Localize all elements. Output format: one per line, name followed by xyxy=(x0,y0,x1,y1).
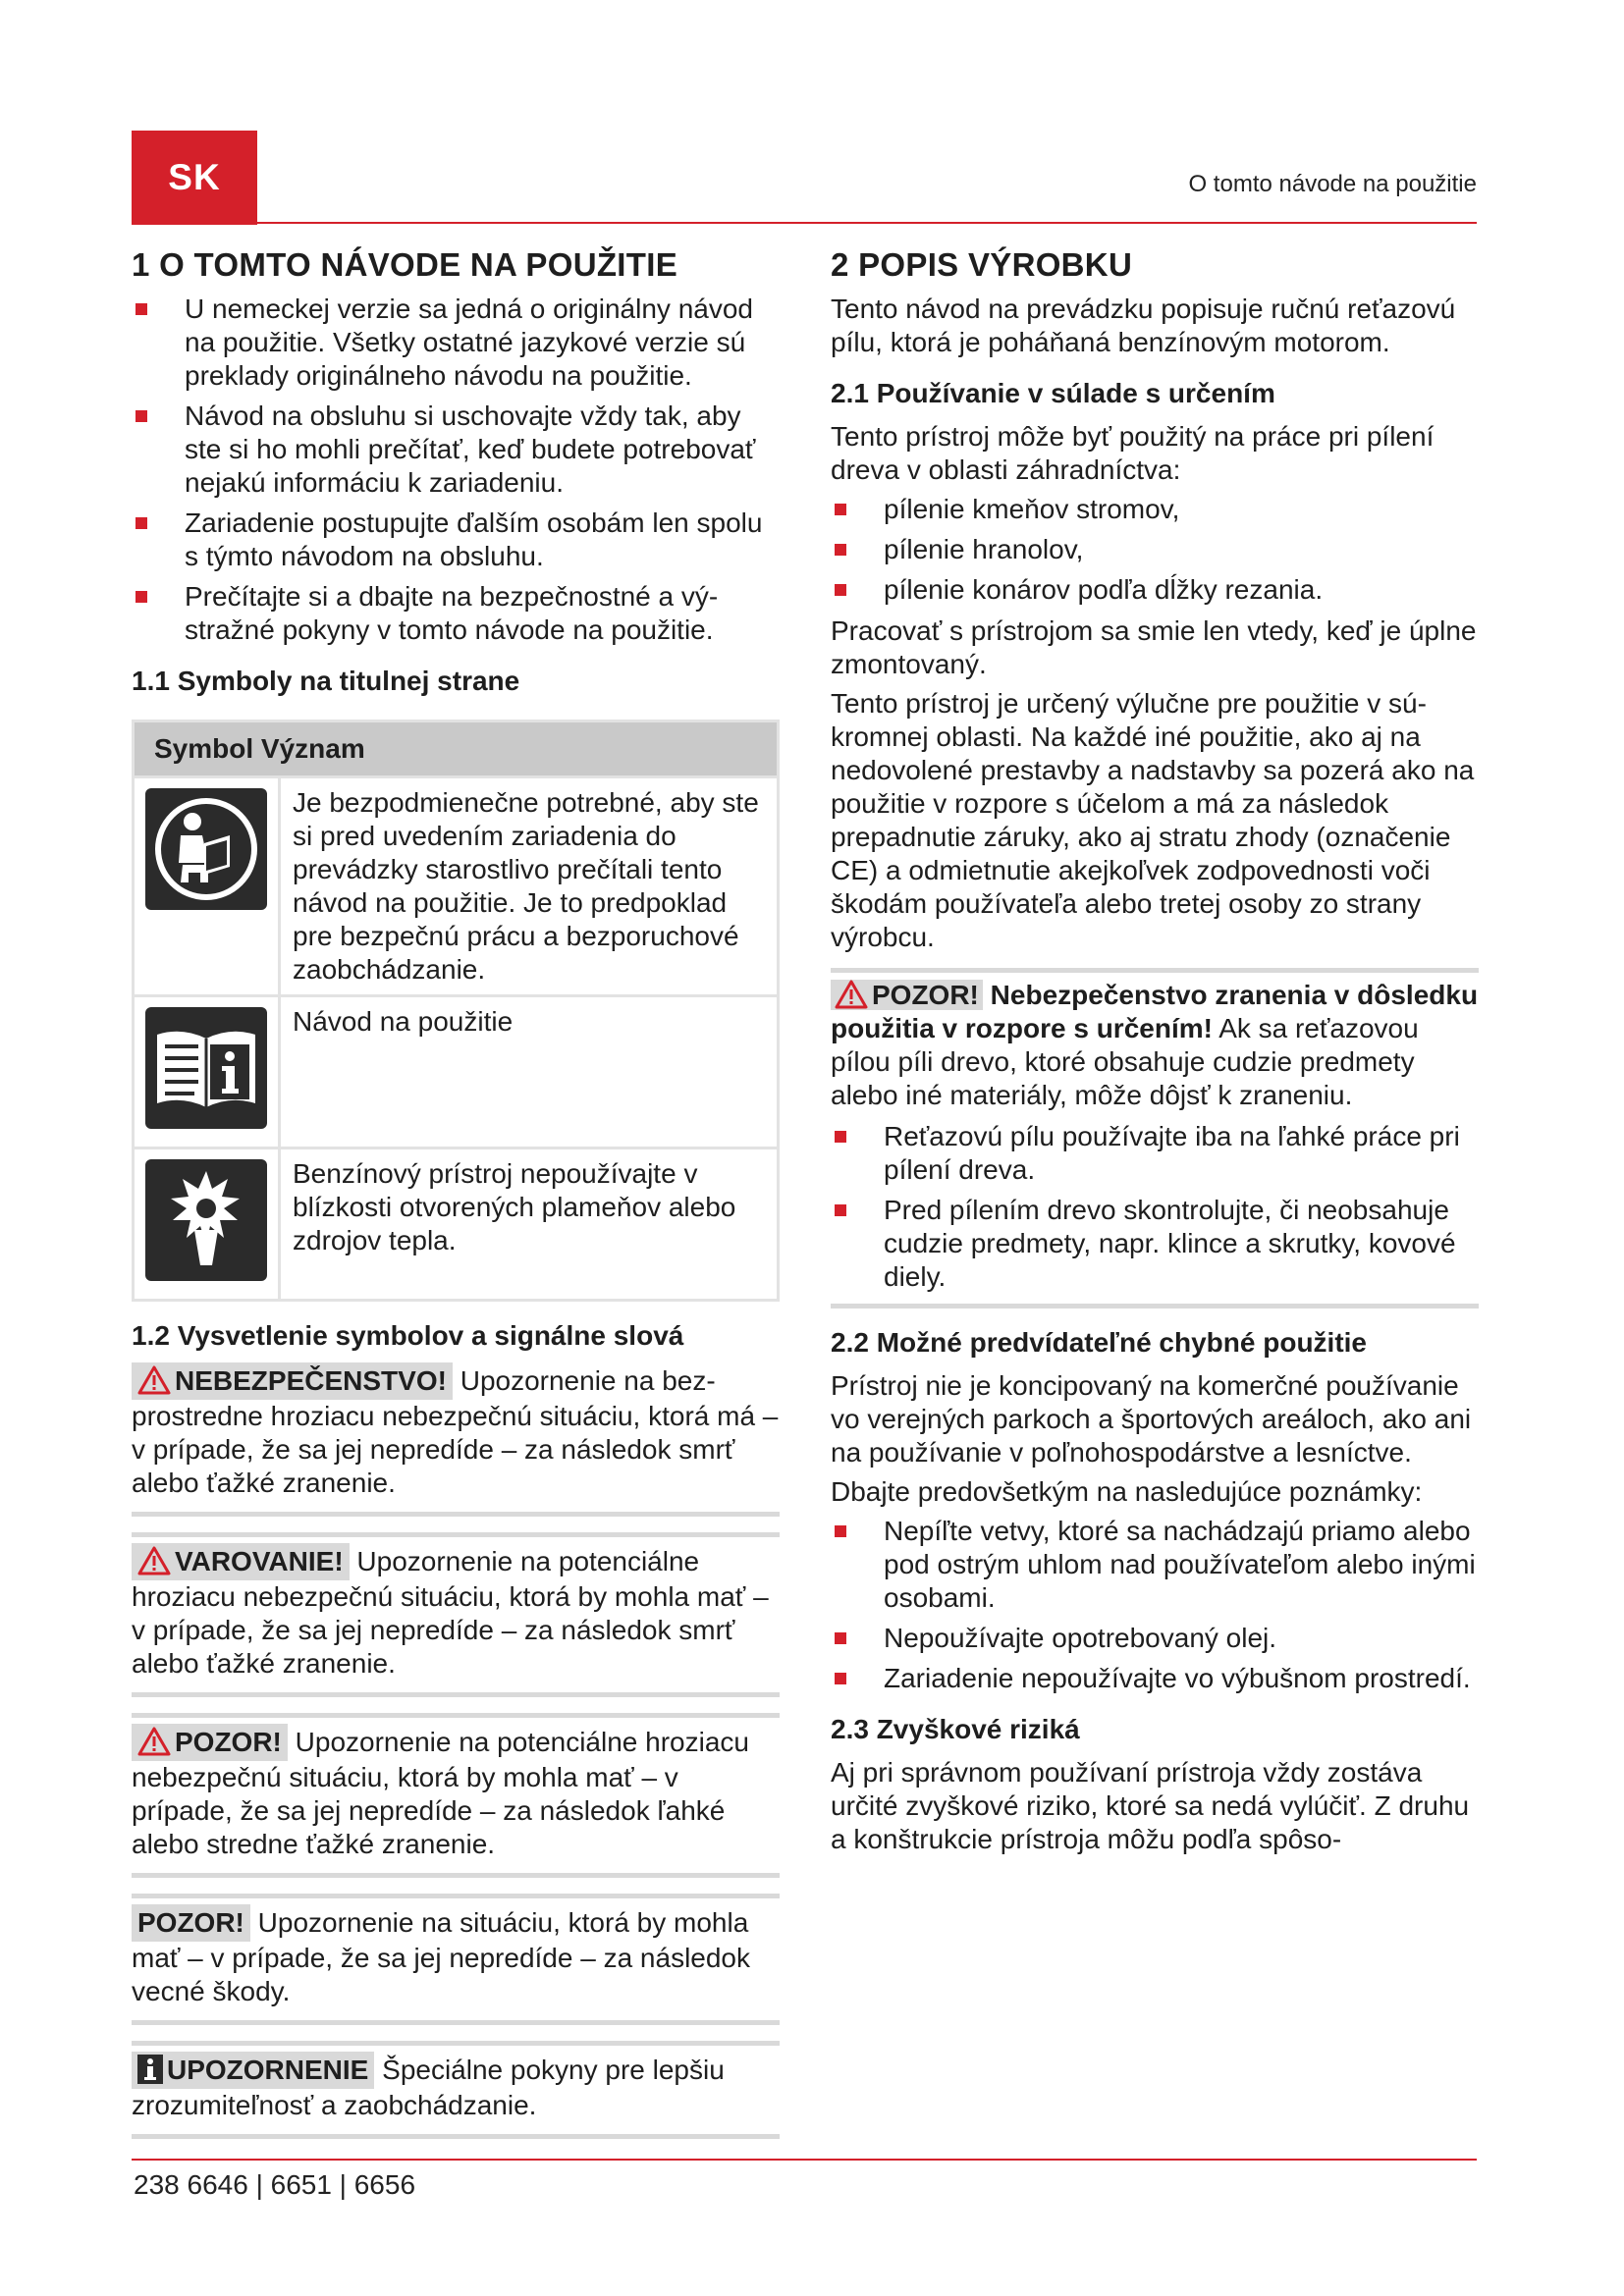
list-item: Zariadenie nepoužívajte vo výbušnom prostredí. xyxy=(831,1662,1479,1695)
divider xyxy=(831,1304,1479,1308)
symbol-meaning: Benzínový prístroj nepoužívajte v blízkosti otvorených plameňov alebo zdrojov tepla. xyxy=(280,1148,779,1301)
section-2-title: 2 POPIS VÝROBKU xyxy=(831,246,1133,283)
misuse-warning-bullet-list xyxy=(831,1120,1479,1294)
footer-model-numbers: 238 6646 | 6651 | 6656 xyxy=(134,2169,416,2200)
footer-divider xyxy=(132,2159,1477,2161)
list-item: pílenie konárov podľa dĺžky rezania. xyxy=(831,573,1479,607)
header-divider xyxy=(132,222,1477,224)
section-1-bullet-list xyxy=(132,293,780,647)
section-2-3-title: 2.3 Zvyškové riziká xyxy=(831,1714,1080,1744)
misuse-warning-heading: Nebezpečenstvo zranenia v dôsledku použitia v rozpore s určením! xyxy=(831,980,1479,1043)
list-item: Pred pílením drevo skontrolujte, či neobsahuje cudzie predmety, napr. klince a skrutky, kovové diely. xyxy=(831,1194,1479,1294)
notice-caution-text: Upozornenie na potenciálne hroziacu nebezpečnú situáciu, ktorá by mohla mať – v prípade, že sa jej nepredíde – za následok ľahké alebo stredne ťažké zranenie. xyxy=(132,1727,749,1859)
section-2-1-paragraph: Tento prístroj môže byť použitý na práce pri pílení dreva v oblasti záhradníctva: xyxy=(831,421,1435,485)
section-2-3-paragraph: Aj pri správnom používaní prístroja vždy zostáva určité zvyškové riziko, ktoré sa nedá vylúčiť. Z druhu a konštrukcie prístroja môžu podľa spôso- xyxy=(831,1757,1470,1854)
list-item: Nepoužívajte opotrebovaný olej. xyxy=(831,1622,1479,1655)
language-badge: SK xyxy=(132,131,257,225)
notice-property-damage xyxy=(132,1894,780,2025)
section-2-1-paragraph: Pracovať s prístrojom sa smie len vtedy, keď je úplne zmontovaný. xyxy=(831,615,1477,679)
list-item: Zariadenie postupujte ďalším osobám len spolu s týmto návodom na obsluhu. xyxy=(132,507,780,573)
notice-danger xyxy=(132,1362,780,1517)
warning-triangle-icon xyxy=(137,1546,171,1575)
notice-caution-label: POZOR! xyxy=(132,1724,288,1761)
section-2-intro: Tento návod na prevádzku popisuje ručnú reťazovú pílu, ktorá je poháňaná benzínovým motorom. xyxy=(831,294,1456,357)
section-2-2-paragraph: Dbajte predovšetkým na nasledujúce poznámky: xyxy=(831,1476,1423,1507)
section-2-2-title: 2.2 Možné predvídateľné chybné použitie xyxy=(831,1327,1367,1358)
list-item: U nemeckej verzie sa jedná o originálny návod na použitie. Všetky ostatné jazykové verzie sú preklady originálneho návodu na použitie. xyxy=(132,293,780,393)
read-manual-icon xyxy=(143,786,269,912)
right-column xyxy=(831,245,1479,1862)
section-1-1-title: 1.1 Symboly na titulnej strane xyxy=(132,666,520,696)
notice-danger-label: NEBEZPEČENSTVO! xyxy=(132,1362,453,1400)
notice-danger-text: Upozornenie na bezprostredne hroziacu nebezpečnú situáciu, ktorá má – v prípade, že sa jej nepredíde – za následok smrť alebo ťažké zranenie. xyxy=(132,1365,779,1498)
notice-caution xyxy=(132,1713,780,1878)
notice-property-damage-text: Upozornenie na situáciu, ktorá by mohla mať – v prípade, že sa jej nepredíde – za následok vecné škody. xyxy=(132,1907,750,2006)
warning-triangle-icon xyxy=(835,980,868,1009)
section-2-2-paragraph: Prístroj nie je koncipovaný na komerčné používanie vo verejných parkoch a športových areáloch, ako ani na používanie v poľnohospodárstve a lesníctve. xyxy=(831,1370,1472,1468)
section-2-2-bullet-list xyxy=(831,1515,1479,1695)
misuse-warning-text: Ak sa reťazovou pílou píli drevo, ktoré obsahuje cudzie predmety alebo iné materiály, môže dôjsť k zraneniu. xyxy=(831,1013,1419,1110)
table-row xyxy=(134,1148,779,1301)
symbols-table-header: Symbol Význam xyxy=(134,721,779,777)
misuse-warning xyxy=(831,968,1479,1112)
symbol-meaning: Návod na použitie xyxy=(280,996,779,1148)
list-item: Prečítajte si a dbajte na bezpečnostné a výstražné pokyny v tomto návode na použitie. xyxy=(132,580,780,647)
section-1-2-title: 1.2 Vysvetlenie symbolov a signálne slová xyxy=(132,1320,684,1351)
notice-info xyxy=(132,2041,780,2139)
table-row xyxy=(134,996,779,1148)
section-2-1-title: 2.1 Používanie v súlade s určením xyxy=(831,378,1275,408)
misuse-warning-label: POZOR! xyxy=(831,980,983,1010)
notice-property-damage-label: POZOR! xyxy=(132,1904,250,1942)
manual-info-icon xyxy=(143,1005,269,1131)
list-item: Nepíľte vetvy, ktoré sa nachádzajú priamo alebo pod ostrým uhlom nad používateľom alebo inými osobami. xyxy=(831,1515,1479,1615)
notice-warning-label: VAROVANIE! xyxy=(132,1543,350,1580)
list-item: pílenie hranolov, xyxy=(831,533,1479,566)
header-title: O tomto návode na použitie xyxy=(1188,171,1477,197)
info-icon xyxy=(137,2055,163,2084)
section-2-1-paragraph: Tento prístroj je určený výlučne pre použitie v súkromnej oblasti. Na každé iné použitie, ako aj na nedovolené prestavby a nadstavby sa pozerá ako na použitie v rozpore s účelom a má za následok prepadnutie záruky, ako aj stratu zhody (označenie CE) a odmietnutie akejkoľvek zodpovednosti voči škodám používateľa alebo tretej osoby zo strany výrobcu. xyxy=(831,688,1475,952)
left-column xyxy=(132,245,780,2139)
list-item: Návod na obsluhu si uschovajte vždy tak, aby ste si ho mohli prečítať, keď budete potrebovať nejakú informáciu k zariadeniu. xyxy=(132,400,780,500)
notice-warning xyxy=(132,1532,780,1697)
no-open-flame-icon xyxy=(143,1157,269,1283)
symbols-table xyxy=(132,720,780,1302)
table-row xyxy=(134,777,779,996)
list-item: Reťazovú pílu používajte iba na ľahké práce pri pílení dreva. xyxy=(831,1120,1479,1187)
section-1-title: 1 O TOMTO NÁVODE NA POUŽITIE xyxy=(132,246,678,283)
symbol-meaning: Je bezpodmienečne potrebné, aby ste si pred uvedením zariadenia do prevádzky starostlivo prečítali tento návod na použitie. Je to predpoklad pre bezpečnú prácu a bezporuchové zaobchádzanie. xyxy=(280,777,779,996)
list-item: pílenie kmeňov stromov, xyxy=(831,493,1479,526)
notice-info-label: UPOZORNENIE xyxy=(132,2052,374,2089)
notice-warning-text: Upozornenie na potenciálne hroziacu nebezpečnú situáciu, ktorá by mohla mať – v prípade, že sa jej nepredíde – za následok smrť alebo ťažké zranenie. xyxy=(132,1546,769,1679)
notice-info-text: Špeciálne pokyny pre lepšiu zrozumiteľnosť a zaobchádzanie. xyxy=(132,2055,725,2120)
section-2-1-bullet-list xyxy=(831,493,1479,607)
warning-triangle-icon xyxy=(137,1727,171,1756)
warning-triangle-icon xyxy=(137,1365,171,1395)
